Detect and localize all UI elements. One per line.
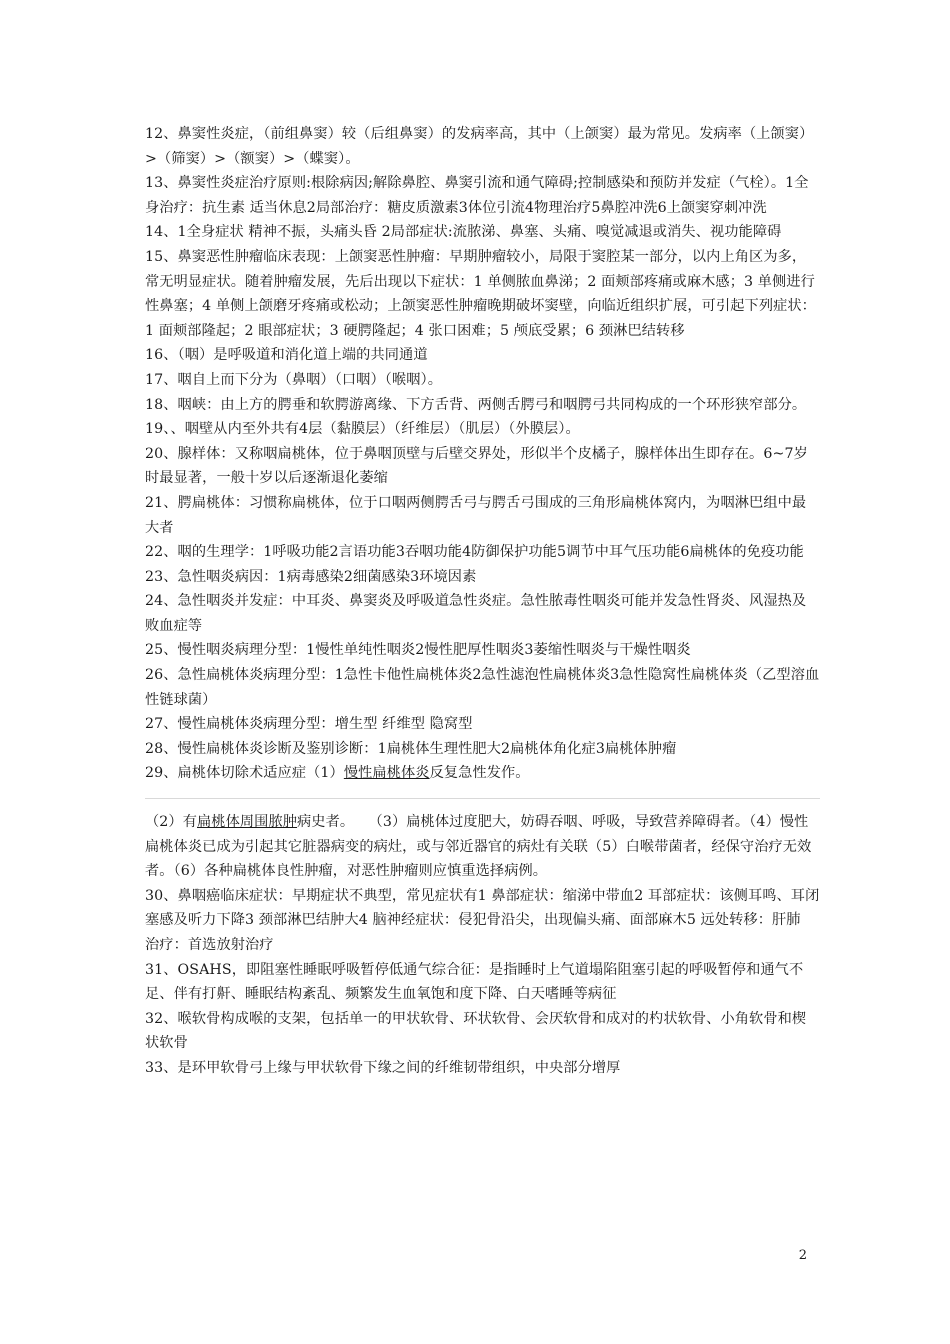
item29-suffix: 反复急性发作。 [429,765,530,782]
paragraph-15: 15、鼻窦恶性肿瘤临床表现：上颌窦恶性肿瘤：早期肿瘤较小，局限于窦腔某一部分，以内上角区为多，常无明显症状。随着肿瘤发展，先后出现以下症状：1 单侧脓血鼻涕；2 面颊部疼痛或麻木感；3 单侧进行性鼻塞；4 单侧上颌磨牙疼痛或松动；上颌窦恶性肿瘤晚期破坏窦壁，向临近组织扩展，可引起下列症状：1 面颊部隆起；2 眼部症状；3 硬腭隆起；4 张口困难；5 颅底受累；6 颈淋巴结转移 [145,248,816,339]
paragraph-24: 24、急性咽炎并发症：中耳炎、鼻窦炎及呼吸道急性炎症。急性脓毒性咽炎可能并发急性肾炎、风湿热及败血症等 [145,593,807,634]
item29-cont-suffix: 病史者。 （3）扁桃体过度肥大，妨碍吞咽、呼吸，导致营养障碍者。（4）慢性扁桃体炎已成为引起其它脏器病变的病灶，或与邻近器官的病灶有关联（5）白喉带菌者，经保守治疗无效者。（6）各种扁桃体良性肿瘤，对恶性肿瘤则应慎重选择病例。 [145,814,812,880]
paragraph-27: 27、慢性扁桃体炎病理分型：增生型 纤维型 隐窝型 [145,716,473,733]
item29-underlined: 慢性扁桃体炎 [343,765,430,782]
item29-prefix: 29、扁桃体切除术适应症（1） [145,765,344,782]
paragraph-14: 14、1全身症状 精神不振，头痛头昏 2局部症状:流脓涕、鼻塞、头痛、嗅觉减退或消失、视功能障碍 [145,224,782,241]
paragraph-17: 17、咽自上而下分为（鼻咽）（口咽）（喉咽）。 [145,371,442,388]
paragraph-32: 32、喉软骨构成喉的支架，包括单一的甲状软骨、环状软骨、会厌软骨和成对的杓状软骨、小角软骨和楔状软骨 [145,1010,807,1052]
paragraph-29-continued [145,810,820,884]
paragraph-18: 18、咽峡：由上方的腭垂和软腭游离缘、下方舌背、两侧舌腭弓和咽腭弓共同构成的一个环形狭窄部分。 [145,396,807,413]
paragraph-29 [145,761,820,786]
item29-cont-underlined: 扁桃体周围脓肿 [197,814,298,831]
section-divider [145,798,820,799]
paragraph-26: 26、急性扁桃体炎病理分型：1急性卡他性扁桃体炎2急性滤泡性扁桃体炎3急性隐窝性扁桃体炎（乙型溶血性链球菌） [145,667,820,708]
paragraph-13: 13、鼻窦性炎症治疗原则:根除病因;解除鼻腔、鼻窦引流和通气障碍;控制感染和预防并发症（气栓）。1全身治疗：抗生素 适当休息2局部治疗：糖皮质激素3体位引流4物理治疗5鼻腔冲洗6上颌窦穿刺冲洗 [145,175,809,216]
paragraph-21: 21、腭扁桃体：习惯称扁桃体，位于口咽两侧腭舌弓与腭舌弓围成的三角形扁桃体窝内，为咽淋巴组中最大者 [145,494,807,536]
paragraph-12: 12、鼻窦性炎症，（前组鼻窦）较（后组鼻窦）的发病率高，其中（上颌窦）最为常见。发病率（上颌窦）>（筛窦）>（额窦）>（蝶窦）。 [145,126,814,167]
paragraph-33: 33、是环甲软骨弓上缘与甲状软骨下缘之间的纤维韧带组织，中央部分增厚 [145,1059,621,1076]
paragraph-25: 25、慢性咽炎病理分型：1慢性单纯性咽炎2慢性肥厚性咽炎3萎缩性咽炎与干燥性咽炎 [145,642,691,659]
page-number: 2 [798,1248,807,1263]
paragraph-16: 16、（咽）是呼吸道和消化道上端的共同通道 [145,347,428,364]
paragraph-30: 30、鼻咽癌临床症状：早期症状不典型，常见症状有1 鼻部症状：缩涕中带血2 耳部症状：该侧耳鸣、耳闭塞感及听力下降3 颈部淋巴结肿大4 脑神经症状：侵犯骨沿尖，出现偏头痛、面部麻木5 远处转移：肝肺 治疗：首选放射治疗 [145,887,820,953]
paragraph-19: 19、、咽壁从内至外共有4层（黏膜层）（纤维层）（肌层）（外膜层）。 [145,421,580,438]
paragraph-31: 31、OSAHS，即阻塞性睡眠呼吸暂停低通气综合征：是指睡时上气道塌陷阻塞引起的呼吸暂停和通气不足、伴有打鼾、睡眠结构紊乱、频繁发生血氧饱和度下降、白天嗜睡等病征 [145,961,804,1003]
paragraph-20: 20、腺样体：又称咽扁桃体，位于鼻咽顶壁与后壁交界处，形似半个皮橘子，腺样体出生即存在。6~7岁时最显著，一般十岁以后逐渐退化萎缩 [145,445,808,487]
paragraph-23: 23、急性咽炎病因：1病毒感染2细菌感染3环境因素 [145,568,477,585]
document-body [145,122,820,1081]
paragraph-22: 22、咽的生理学：1呼吸功能2言语功能3吞咽功能4防御保护功能5调节中耳气压功能6扁桃体的免疫功能 [145,544,804,561]
item29-cont-prefix: （2）有 [145,814,197,831]
paragraph-28: 28、慢性扁桃体炎诊断及鉴别诊断：1扁桃体生理性肥大2扁桃体角化症3扁桃体肿瘤 [145,740,677,757]
